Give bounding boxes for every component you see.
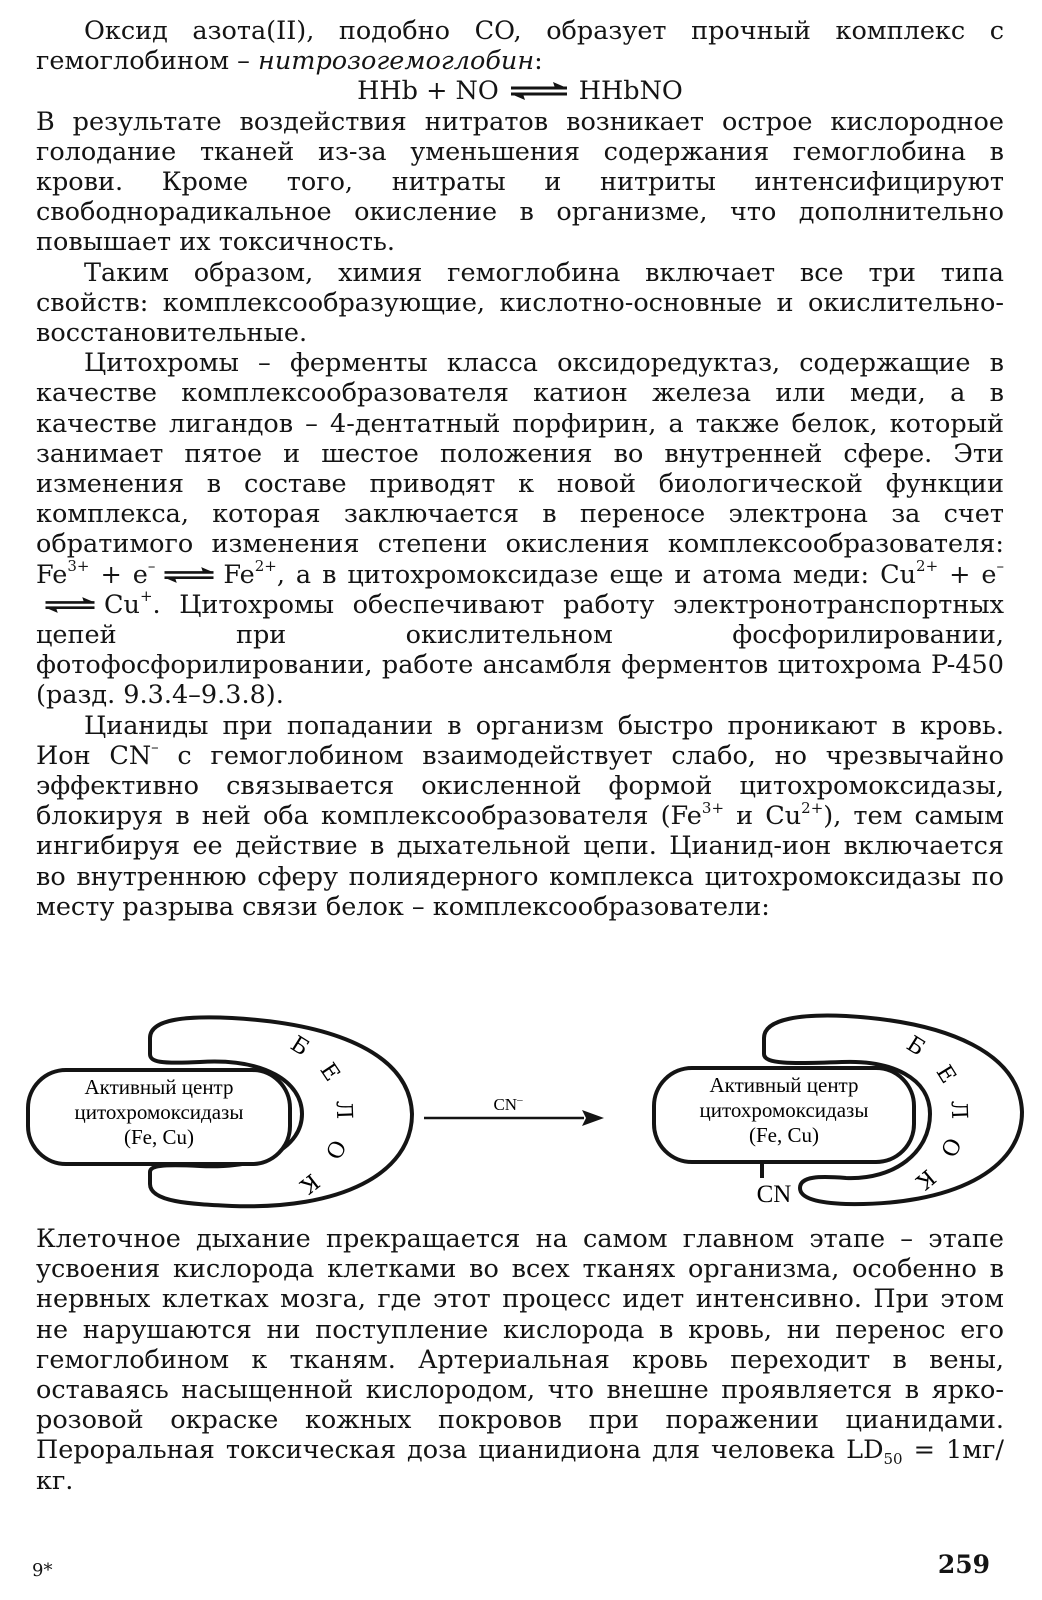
equilibrium-arrow-icon bbox=[507, 80, 571, 102]
text-block-top bbox=[36, 16, 1004, 922]
text-block-bottom bbox=[36, 1224, 1004, 1496]
paragraph-cellular-respiration: Клеточное дыхание прекращается на самом главном этапе – этапе усвоения кислорода клетками во всех тканях организма, особенно в нервных клетках мозга, где этот процесс идет интенсивно. При этом не нарушаются ни поступление кислорода в кровь, ни перенос его гемоглобином к тканям. Артериальная кровь переходит в вены, оставаясь насыщенной кислородом, что внешне проявляется в ярко-розовой окраске кожных покровов при поражении цианидами. Пероральная токсическая доза цианидиона для человека $LD_{50} = 1мг/кг$. bbox=[36, 1224, 1004, 1496]
protein-letter: Л bbox=[330, 1100, 357, 1120]
protein-letter: О bbox=[934, 1133, 966, 1161]
term-nitrosohemoglobin: нитрозогемоглобин bbox=[258, 46, 535, 77]
equation-hhbno: HHb + NO HHbNO bbox=[357, 76, 683, 107]
complex-before bbox=[28, 1017, 412, 1206]
equilibrium-arrow-icon bbox=[42, 594, 98, 616]
protein-letter: Е bbox=[314, 1058, 345, 1087]
protein-letter: К bbox=[294, 1168, 324, 1199]
protein-letter: Б bbox=[901, 1031, 929, 1062]
paragraph-cytochromes: Цитохромы – ферменты класса оксидоредуктаз, содержащие в качестве комплексообразователя катион железа или меди, а в качестве лигандов – 4-дентатный порфирин, а также белок, который занимает пятое и шестое положения во внутренней сфере. Эти изменения в составе приводят к новой биологической функции комплекса, которая заключается в переносе электрона за счет обратимого изменения степени окисления комплексообразователя: $Fe^{3+} + e^-$ $Fe^{2+}$, а в цитохромоксидазе еще и атома меди: $Cu^{2+} + e^-Cu^+$. Цитохромы обеспечивают работу электронотранспортных цепей при окислительном фосфорилировании, фотофосфорилировании, работе ансамбля ферментов цитохрома P-450 (разд. 9.3.4–9.3.8). bbox=[36, 348, 1004, 711]
paragraph-no-hemoglobin: Оксид азота(II), подобно CO, образует прочный комплекс с гемоглобином – нитрозогемоглобин: bbox=[36, 16, 1004, 77]
protein-letter: К bbox=[910, 1163, 940, 1195]
active-center-line1: Активный центр bbox=[84, 1075, 234, 1099]
active-center-line3: (Fe, Cu) bbox=[124, 1125, 194, 1149]
protein-letter: О bbox=[319, 1135, 351, 1163]
protein-letter: Б bbox=[285, 1031, 313, 1062]
paragraph-hemoglobin-properties: Таким образом, химия гемоглобина включает все три типа свойств: комплексообразующие, кислотно-основные и окислительно-восстановительные. bbox=[36, 257, 1004, 349]
paragraph-nitrates: В результате воздействия нитратов возникает острое кислородное голодание тканей из-за уменьшения содержания гемоглобина в крови. Кроме того, нитраты и нитриты интенсифицируют свободнорадикальное окисление в организме, что дополнительно повышает их токсичность. bbox=[36, 106, 1004, 258]
active-center-line3: (Fe, Cu) bbox=[749, 1123, 819, 1147]
page-number: 259 bbox=[937, 1550, 990, 1579]
arrow-head-icon bbox=[582, 1110, 604, 1126]
complex-after bbox=[654, 1016, 1022, 1208]
paragraph-cyanides: Цианиды при попадании в организм быстро проникают в кровь. Ион CN– с гемоглобином взаимодействует слабо, но чрезвычайно эффективно связывается окисленной формой цитохромоксидазы, блокируя в ней оба комплексообразователя ($Fe^{3+}$ и $Cu^{2+}$), тем самым ингибируя ее действие в дыхательной цепи. Цианид-ион включается во внутреннюю сферу полиядерного комплекса цитохромоксидазы по месту разрыва связи белок – комплексообразователи: bbox=[36, 710, 1005, 922]
active-center-line2: цитохромоксидазы bbox=[74, 1100, 244, 1124]
signature-mark: 9* bbox=[32, 1560, 53, 1581]
active-center-line1: Активный центр bbox=[709, 1073, 859, 1097]
active-center-line2: цитохромоксидазы bbox=[699, 1098, 869, 1122]
cytochrome-oxidase-diagram bbox=[0, 1006, 1042, 1216]
arrow-label: CN– bbox=[493, 1094, 523, 1114]
reaction-arrow bbox=[424, 1094, 604, 1126]
protein-letter: Л bbox=[945, 1100, 972, 1120]
equilibrium-arrow-icon bbox=[161, 564, 217, 586]
cn-label: CN bbox=[756, 1181, 792, 1208]
protein-letter: Е bbox=[930, 1061, 961, 1088]
